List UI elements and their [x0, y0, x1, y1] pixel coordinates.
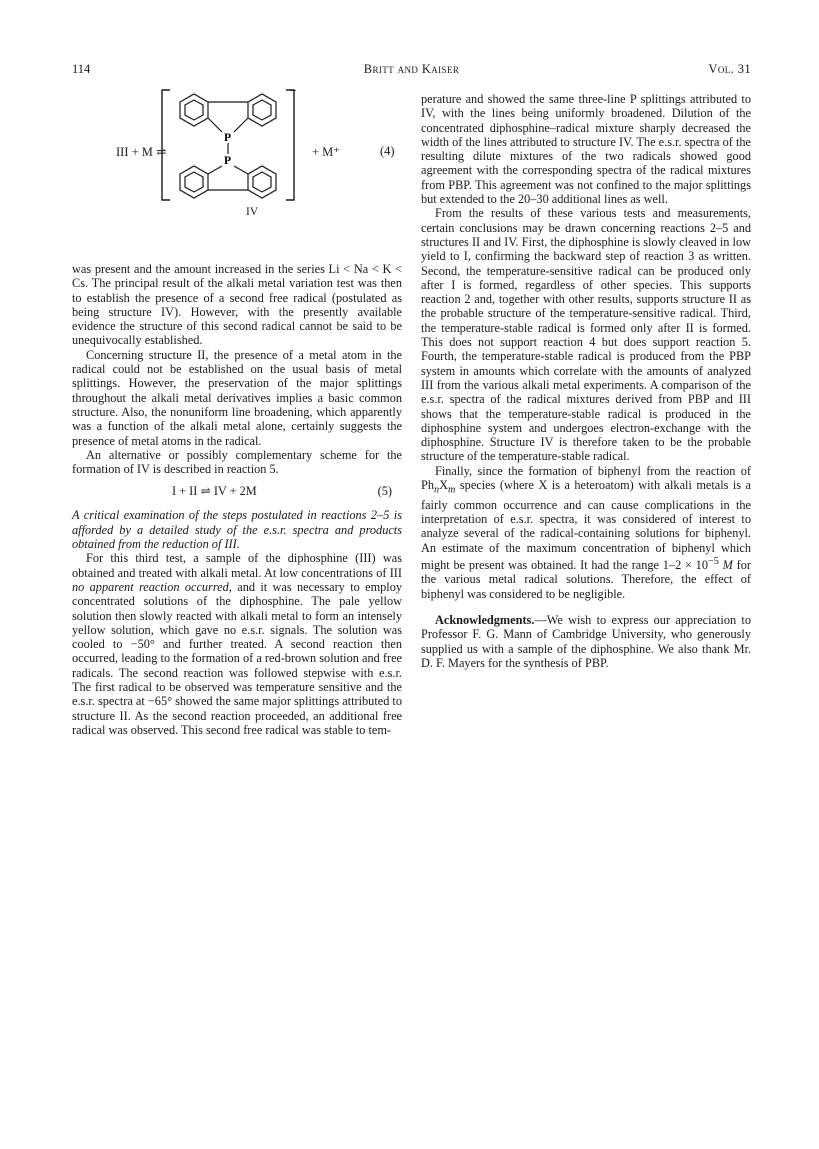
italic-text: no apparent reaction occurred,	[72, 579, 232, 594]
paragraph: From the results of these various tests and measurements, certain conclusions may be drawn concerning reactions 2–5 and structures II and IV. First, the diphosphine is slowly cleaved in low yield to I, confirming the backward step of reaction 3 as written. Second, the temperature-sensitive radical can be produced only after I is formed, regardless of other species. This supports reaction 2 and, together with other results, supports structure II as the probable structure of the temperature-sensitive radical. Third, the temperature-stable radical is formed only after II is formed. This does not support reaction 4 but does support reaction 5. Fourth, the temperature-stable radical is produced from the PBP system in amounts which correlate with the amounts of analyzed III from the various alkali metal experiments. A comparison of the e.s.r. spectra of the radical mixtures derived from PBP and III shows that the temperature-stable radical is produced in the diphosphine system and undergoes electron-exchange with the diphosphine. Structure IV is therefore taken to be the probable structure of the temperature-stable radical.	[421, 206, 751, 464]
equation-5-expression: I + II ⇌ IV + 2M	[172, 484, 257, 499]
page-number: 114	[72, 62, 91, 76]
paragraph: An alternative or possibly complementary scheme for the formation of IV is described in reaction 5.	[72, 447, 402, 477]
reaction-scheme-4	[72, 88, 402, 258]
acknowledgments	[421, 613, 751, 670]
equation-5	[72, 480, 402, 502]
text-run: for the various metal radical solutions. Therefore, the effect of biphenyl was considered to be negligible.	[421, 558, 751, 601]
unit-molar: M	[718, 558, 733, 573]
volume-label: Vol. 31	[708, 62, 751, 76]
subscript-m: m	[448, 484, 456, 496]
superscript-exponent: −5	[707, 555, 719, 567]
text-run: For this third test, a sample of the diphosphine (III) was obtained and treated with alkali metal. At low concentrations of III	[72, 551, 402, 580]
left-column	[72, 262, 402, 737]
radical-anion-charge: ⁻	[290, 88, 297, 100]
subscript-n: n	[434, 484, 440, 496]
structure-label-iv: IV	[246, 206, 259, 218]
text-run: X	[439, 478, 449, 493]
right-column	[421, 92, 751, 670]
acknowledgments-body: —We wish to express our appreciation to Professor F. G. Mann of Cambridge University, who generously supplied us with a sample of the diphosphine. We also thank Mr. D. F. Mayers for the synthesis of PBP.	[421, 612, 751, 670]
left-bracket	[162, 90, 170, 200]
running-header	[72, 62, 751, 78]
paragraph	[72, 508, 402, 551]
italic-text: A critical examination of the steps postulated in reactions 2–5 is afforded by a detailed study of the e.s.r. spectra and products obtained from the reduction of III.	[72, 508, 402, 552]
phosphorus-atom-bottom: P	[224, 155, 232, 167]
text-run: species (where X is a heteroatom) with alkali metals is a fairly common occurrence and can cause complications in the interpretation of e.s.r. spectra, it was considered of interest to analyze several of the radical-containing solutions for biphenyl. An estimate of the maximum concentration of biphenyl which might be present was obtained. It had the range 1–2 × 10	[421, 478, 751, 573]
paragraph	[72, 551, 402, 737]
structure-iv-diagram	[158, 88, 298, 203]
paragraph: was present and the amount increased in the series Li < Na < K < Cs. The principal result of the alkali metal variation test was then to establish the presence of a second free radical (postulated as being structure IV). However, with the presently available evidence the structure of this second radical cannot be said to be unequivocally established.	[72, 262, 402, 348]
top-biphenylene-unit	[180, 94, 276, 132]
equation-5-number: (5)	[377, 484, 392, 499]
paragraph: perature and showed the same three-line P splittings attributed to IV, with the lines being uniformly broadened. Dilution of the concentrated diphosphine–radical mixture sharply decreased the width of the lines attributed to structure IV. The e.s.r. spectra of the resulting dilute mixtures of the two radicals showed good agreement with the corresponding spectra of the radical mixtures from PBP. This agreement was not confined to the major splittings but extended to the 20–30 additional lines as well.	[421, 92, 751, 207]
right-bracket	[286, 90, 294, 200]
text-run: Finally, since the formation of biphenyl from the reaction of Ph	[421, 463, 751, 493]
bottom-biphenylene-unit	[180, 166, 276, 198]
running-title: Britt and Kaiser	[363, 62, 460, 76]
text-run: and it was necessary to employ concentrated solutions of the diphosphine. The pale yellow solution then slowly reacted with alkali metal to form an intensely yellow solution, which gave no e.s.r. signals. The solution was cooled to −50° and further treated. A second reaction then occurred, leading to the formation of a red-brown solution and free radicals. The second reaction was followed stepwise with e.s.r. The first radical to be observed was temperature sensitive and the e.s.r. spectra at −65° showed the same major splittings attributed to structure II. As the second reaction proceeded, an additional free radical was observed. This second free radical was stable to tem-	[72, 579, 403, 737]
scheme-rhs: + M⁺	[312, 145, 340, 159]
reaction-number-4: (4)	[380, 144, 395, 158]
scheme-lhs: III + M ⇌	[116, 145, 167, 159]
paragraph: Concerning structure II, the presence of a metal atom in the radical could not be established on the usual basis of metal splittings. However, the preservation of the major splittings throughout the alkali metal derivatives implies a basic common structure. Also, the nonuniform line broadening, which apparently was a function of the alkali metal alone, certainly suggests the presence of metal atoms in the radical.	[72, 347, 402, 448]
phosphorus-atom-top: P	[224, 132, 232, 144]
acknowledgments-heading: Acknowledgments.	[435, 612, 535, 627]
paragraph	[421, 464, 751, 601]
